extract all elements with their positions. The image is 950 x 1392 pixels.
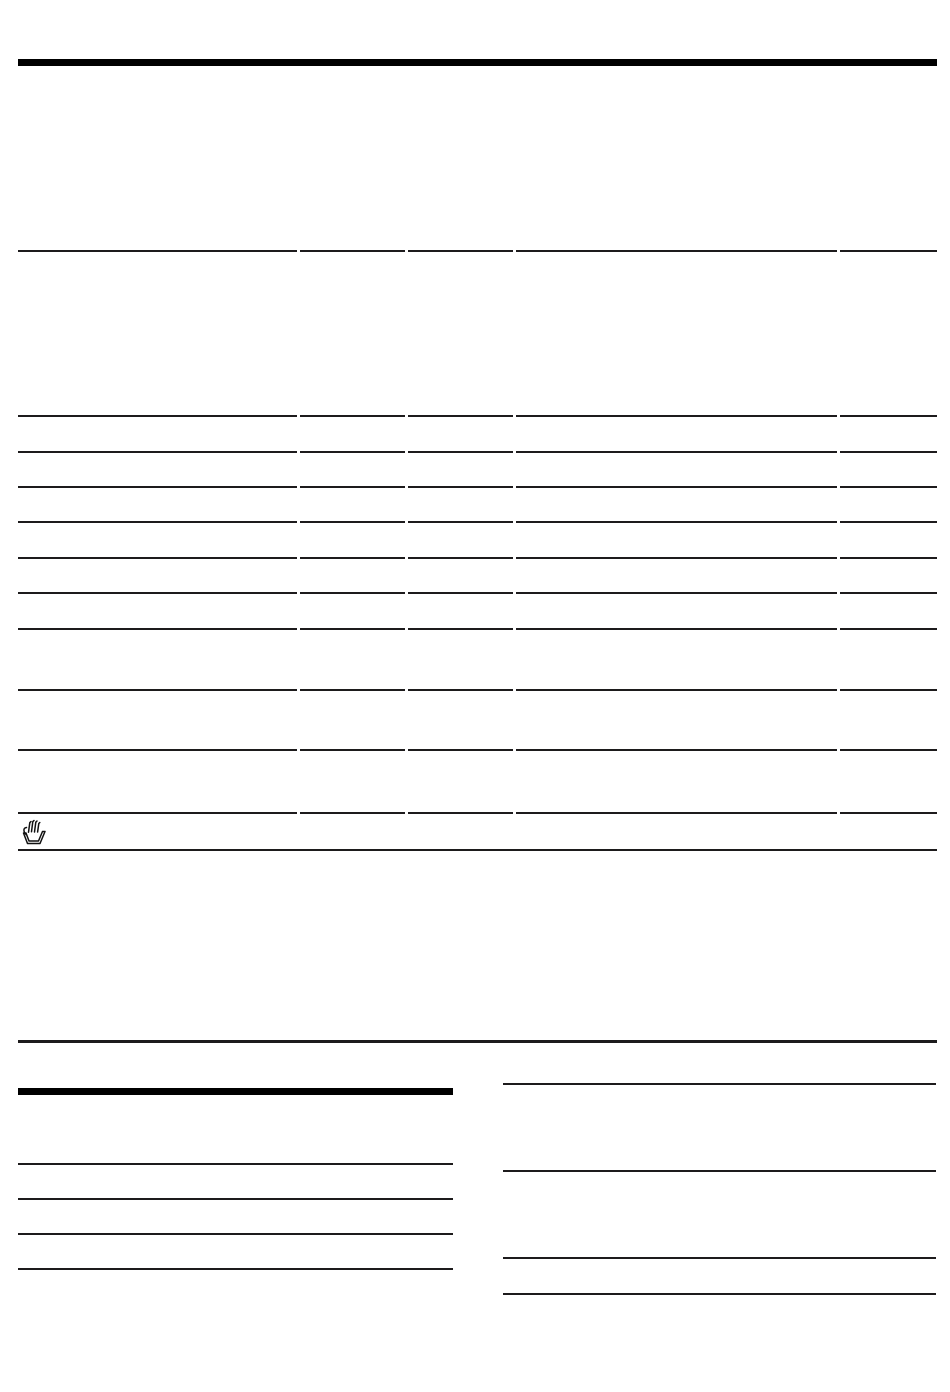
rule-segment (840, 749, 937, 751)
rule-segment (408, 628, 513, 630)
rule-segment (840, 812, 937, 814)
rule-segment (408, 451, 513, 453)
rule-segment (300, 250, 405, 252)
rule-segment (516, 749, 837, 751)
rule-segment (300, 812, 405, 814)
subsection-header-bar (18, 1088, 453, 1095)
table-row-rule (18, 451, 937, 453)
page-divider-rule (18, 1040, 937, 1043)
rule-segment (840, 451, 937, 453)
rule-segment (516, 592, 837, 594)
rule-segment (18, 486, 297, 488)
rule-segment (516, 628, 837, 630)
rule-segment (408, 749, 513, 751)
rule-segment (300, 592, 405, 594)
rule-segment (516, 451, 837, 453)
table-row-rule (18, 521, 937, 523)
rule-segment (408, 521, 513, 523)
list-row-rule (18, 1163, 453, 1165)
rule-segment (300, 628, 405, 630)
rule-segment (300, 521, 405, 523)
rule-segment (840, 557, 937, 559)
section-header-bar (18, 59, 937, 66)
rule-segment (840, 628, 937, 630)
hint-hand-icon (21, 818, 47, 847)
rule-segment (18, 557, 297, 559)
rule-segment (408, 592, 513, 594)
rule-segment (516, 812, 837, 814)
rule-segment (516, 521, 837, 523)
rule-segment (18, 812, 297, 814)
rule-segment (408, 415, 513, 417)
rule-segment (408, 557, 513, 559)
table-bottom-rule (18, 849, 937, 851)
rule-segment (18, 250, 297, 252)
table-row-rule (18, 415, 937, 417)
rule-segment (18, 628, 297, 630)
rule-segment (18, 689, 297, 691)
list-row-rule (503, 1083, 936, 1085)
rule-segment (18, 521, 297, 523)
rule-segment (408, 689, 513, 691)
rule-segment (18, 451, 297, 453)
rule-segment (840, 521, 937, 523)
rule-segment (300, 749, 405, 751)
table-row-rule (18, 557, 937, 559)
list-row-rule (18, 1268, 453, 1270)
rule-segment (18, 415, 297, 417)
table-row-rule (18, 749, 937, 751)
rule-segment (840, 250, 937, 252)
rule-segment (840, 689, 937, 691)
table-row-rule (18, 689, 937, 691)
rule-segment (300, 415, 405, 417)
rule-segment (18, 749, 297, 751)
list-row-rule (503, 1170, 936, 1172)
list-row-rule (503, 1293, 936, 1295)
rule-segment (840, 415, 937, 417)
rule-segment (516, 250, 837, 252)
rule-segment (516, 415, 837, 417)
list-row-rule (18, 1233, 453, 1235)
rule-segment (300, 689, 405, 691)
rule-segment (300, 451, 405, 453)
rule-segment (408, 486, 513, 488)
rule-segment (300, 557, 405, 559)
rule-segment (408, 250, 513, 252)
rule-segment (840, 486, 937, 488)
table-row-rule (18, 628, 937, 630)
list-row-rule (18, 1198, 453, 1200)
rule-segment (516, 557, 837, 559)
rule-segment (840, 592, 937, 594)
table-row-rule (18, 592, 937, 594)
table-row-rule (18, 486, 937, 488)
table-header-rule (18, 250, 937, 252)
rule-segment (408, 812, 513, 814)
rule-segment (516, 689, 837, 691)
rule-segment (516, 486, 837, 488)
table-row-rule (18, 812, 937, 814)
list-row-rule (503, 1257, 936, 1259)
rule-segment (300, 486, 405, 488)
rule-segment (18, 592, 297, 594)
